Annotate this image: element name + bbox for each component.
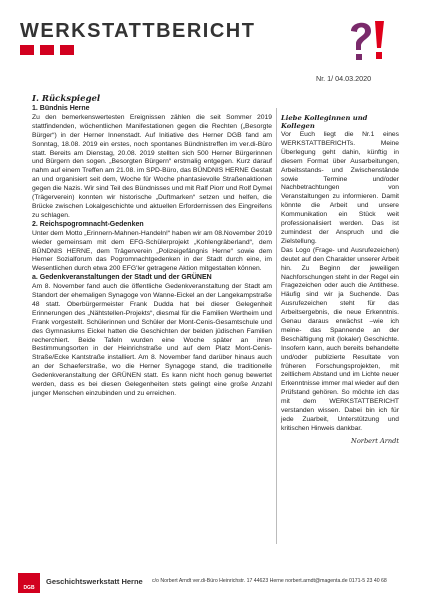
- red-square-decoration: [60, 45, 74, 55]
- left-column: [32, 94, 272, 399]
- section-2-title: 2. Reichspogromnacht-Gedenken: [32, 220, 144, 228]
- title-decoration: [20, 45, 74, 55]
- contact-info: c/o Norbert Arndt ver.di-Büro Heinrichstr. 17 44623 Herne norbert.arndt@magenta.de 0171-5 23 40 68: [152, 578, 387, 584]
- section-2a-text: Am 8. November fand auch die öffentliche Gedenkveranstaltung der Stadt am Standort der ehemaligen Synagoge von Wanne-Eickel an der Langekampstraße 48 statt. Oberbürgermeister Frank Dudda hat bei dieser Gelegenheit Erinnerungen des „Nähtstellen-Projekts“, diesmal für die Familien Wertheim und Frank vorgestellt. Schülerinnen und Schüler der Mont-Cenis-Gesamtschule und des Gymnasiums Eickel hatten die Geschichten der beiden jüdischen Familien recherchiert. Beide Tafeln wurden eine Woche später an ihren Bestimmungsorten in der Heinrichstraße und auf dem Platz Mont-Cenis-Straße/Ecke Kantstraße installiert. Am 8. November fand darüber hinaus auch an der Schaeferstraße, wo die Herner Synagoge stand, die traditionelle Gedenkveranstaltung der GRÜNEN statt. Es kann nicht hoch genug bewertet werden, dass es bei diesen Gelegenheiten stets gelingt eine große Anzahl junger Menschen einzubinden und zu erreichen.: [32, 283, 272, 397]
- logo-paragraph: Das Logo (Frage- und Ausrufezeichen) deutet auf den Charakter unserer Arbeit hin. Zu Beginn der jeweiligen Nachforschungen steht in der Regel ein Fragezeichen oder auch die Antithese. Häufig sind wir ja Suchende. Das Ausrufezeichen steht für das Arbeitsergebnis, die neue Erkenntnis. Genau daraus erwächst –wie ich meine- das Spannende an der Beschäftigung mit (lokaler) Geschichte. Insofern kann, auch bereits behandelte und/oder publizierte Resultate von früheren Forschungsprojekten, mit zeitlichem Abstand und im Lichte neuer Erkenntnisse immer mal wieder auf den Prüfstand gehören. So möchte ich das mit dem WERKSTATTBERICHT verstanden wissen. Dabei bin ich für jede Zuarbeit, Unterstützung und kritischen Hinweis dankbar.: [281, 246, 399, 432]
- red-square-decoration: [20, 45, 34, 55]
- newsletter-title: WERKSTATTBERICHT: [20, 20, 256, 42]
- section-1-title: 1. Bündnis Herne: [32, 105, 90, 112]
- greeting: Liebe Kolleginnen und Kollegen: [281, 114, 368, 130]
- right-column: [281, 114, 399, 445]
- red-square-decoration: [40, 45, 54, 55]
- intro-paragraph: Vor Euch liegt die Nr.1 eines WERKSTATTBERICHTs. Meine Überlegung geht dahin, künftig in diesem Format über Ausarbeitungen, Arbeitsstands- und Zwischenstände sowie Termine und/oder Nachbetrachtungen von Veranstaltungen zu informieren. Damit könnte die Arbeit und unsere Kommunikation ein Stück weit professionalisiert werden. Das ist zumindest der Anspruch und die Zielstellung.: [281, 131, 399, 245]
- column-divider: [276, 108, 277, 544]
- footer: [0, 573, 424, 600]
- section-2a-title: a. Gedenkveranstaltungen der Stadt und der GRÜNEN: [32, 274, 212, 282]
- issue-number: Nr. 1/ 04.03.2020: [316, 74, 372, 83]
- section-1-text: Zu den bemerkenswertesten Ereignissen zählen die seit Sommer 2019 stattfindenden, wöchentlichen Manifestationen gegen die Rechten („Besorgte Bürger“) in der Herner Innenstadt. Auf Initiative des Herner DGB fand am Sonntag, 18.08. 2019 ein erstes, noch spontanes Bündnistreffen im ver.di-Büro statt. Bereits am Dienstag, 20.08. 2019 stellten sich 500 Herner Bürgerinnen und Bürgern den sogen. „Besorgten Bürgern“ erstmalig entgegen. Kurz darauf nahm auf einem Treffen am 21.08. im SPD-Büro, das BÜNDNIS HERNE Gestalt an und organisiert seit dem, Woche für Woche phantasievolle Straßenaktionen gegen die Nazis. Wir sind Teil des Bündnisses und mit Ralf Piorr und Rolf Dymel (Trägerverein) konnten wir historische „Duftmarken“ setzen und helfen, die Brücke zwischen Lokalgeschichte und aktuellen Erfordernissen des Eingreifens zu schlagen.: [32, 113, 272, 219]
- dgb-logo: [18, 573, 40, 593]
- organization-name: Geschichtswerkstatt Herne: [46, 577, 143, 586]
- dgb-logo-text: DGB: [23, 585, 35, 591]
- section-2-text: Unter dem Motto „Erinnern-Mahnen-Handeln!“ haben wir am 08.November 2019 wieder gemeinsam mit dem EFG-Schülerprojekt „Kohlengräberland“, dem BÜNDNIS HERNE, dem Trägerverein „Polizeigefängnis Herne“ sowie dem Herner Sozialforum das Pogromnachtgedenken in der Stadt durch eine, im Wesentlichen durch etwa 200 EFG'ler getragene Aktion mitgestalten können.: [32, 229, 272, 273]
- section-heading: I. Rückspiegel: [32, 94, 101, 104]
- question-exclamation-logo: [345, 17, 393, 65]
- signature: Norbert Arndt: [351, 436, 399, 445]
